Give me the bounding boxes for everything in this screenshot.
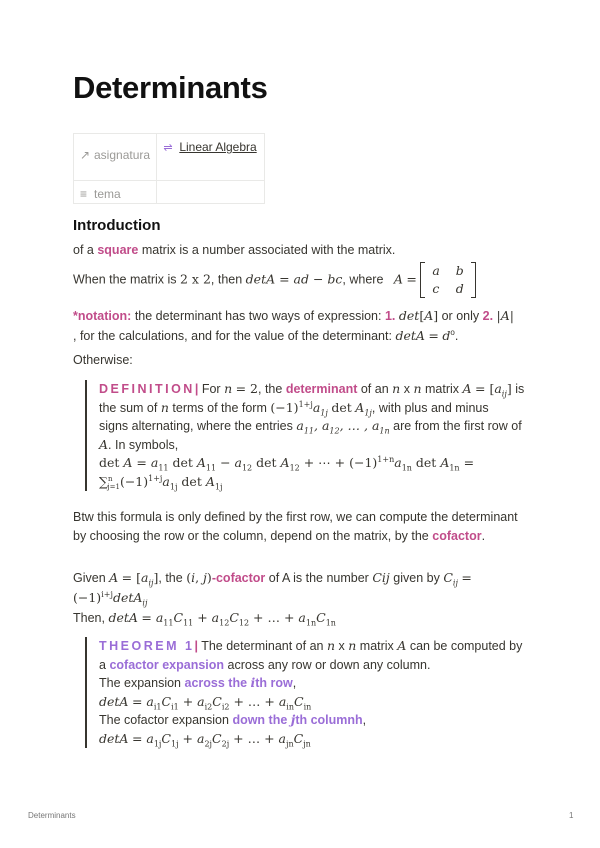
property-key: ≡ tema bbox=[74, 181, 157, 204]
arrow-up-right-icon: ↗ bbox=[80, 148, 91, 162]
footer-title: Determinants bbox=[28, 811, 76, 820]
page-number: 1 bbox=[569, 811, 574, 820]
intro-paragraph: of a square matrix is a number associated with the matrix. bbox=[73, 243, 396, 257]
linear-algebra-link[interactable]: Linear Algebra bbox=[179, 140, 257, 154]
property-key: ↗ asignatura bbox=[74, 134, 157, 181]
matrix-2x2: a b c d bbox=[420, 262, 475, 298]
relation-icon: ⇌ bbox=[163, 142, 173, 154]
property-row bbox=[74, 181, 265, 204]
section-heading: Introduction bbox=[73, 217, 161, 234]
property-value-empty[interactable] bbox=[157, 181, 265, 204]
notation-paragraph: *notation: the determinant has two ways of expression: 1. det[A] or only 2. |A| , for the calculations, and for the value of the determinant: $\det A = d^o$. bbox=[73, 308, 515, 343]
list-icon: ≡ bbox=[80, 187, 88, 201]
property-value[interactable] bbox=[157, 134, 265, 181]
property-row bbox=[74, 134, 265, 181]
theorem-callout: THEOREM 1| The determinant of an n x n matrix A can be computed by a cofactor expansion across any row or down any column. The expansion across the ith row, $\det A = a_{i1}C_{i1} + a_{i2}C_{i2}$ + … + $a_{in}C_{in}$ The cofactor expansion down the jth columnh, $\det A = a_{1j}C_{1j} + a_{2j}C_{2j}$ + … + $a_{jn}C_{jn}$ bbox=[85, 637, 529, 748]
when-paragraph: When the matrix is 2 x 2, then detA = ad − bc, where A = a b c d bbox=[73, 262, 528, 298]
given-paragraph: Given $A = [a_{ij}]$, the (i, j)-cofactor of A is the number Cij given by $C_{ij}$ = $(-1)^{i+j}\det A_{ij}$ Then, $\det A = a_{11}C_{11} + a_{12}C_{12}$ + … + $a_{1n}C_{1n}$ bbox=[73, 570, 472, 628]
definition-callout: DEFINITION| For n = 2, the determinant of an n x n matrix $A = [a_{ij}]$ is the sum of n terms of the form $(-1)^{1+j}a_{1j}$ $\det A_{1j}$, with plus and minus signs alternating, where the entries $a_{11}$, $a_{12}$, … , $a_{1n}$ are from the first row of A. In symbols, $\det A = a_{11}$ $\det A_{11} - a_{12}$ $\det A_{12}$ + ⋯ + $(-1)^{1+n}a_{1n}$ $\det A_{1n}$ = $\sum^n_{j=1}(-1)^{1+j}a_{1j}$ $\det A_{1j}$ bbox=[85, 380, 529, 491]
page-title: Determinants bbox=[73, 70, 268, 105]
btw-paragraph: Btw this formula is only defined by the first row, we can compute the determinant by choosing the row or the column, depend on the matrix, by the cofactor. bbox=[73, 510, 518, 543]
properties-table bbox=[73, 133, 265, 204]
otherwise-text: Otherwise: bbox=[73, 353, 133, 367]
